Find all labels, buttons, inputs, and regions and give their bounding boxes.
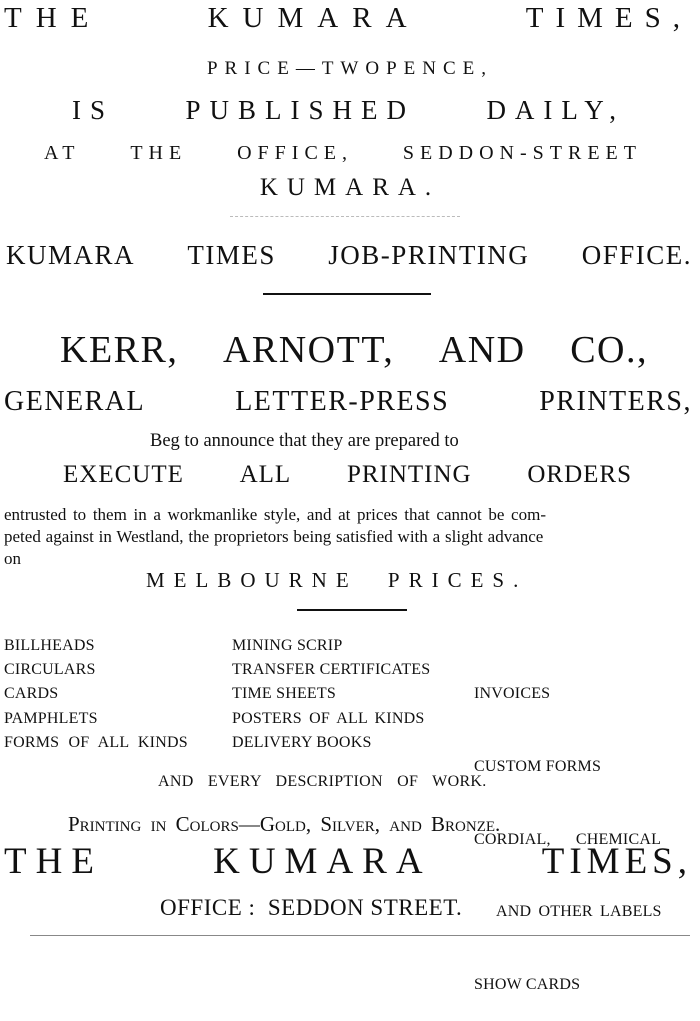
list-item: BILLHEADS	[4, 637, 95, 654]
execute-word-orders: ORDERS	[527, 461, 632, 488]
body-line-2: peted against in Westland, the proprietors being satisfied with a slight advance	[4, 527, 544, 546]
footer-word-times: TIMES,	[541, 841, 692, 882]
masthead-word-kumara: KUMARA	[207, 2, 421, 34]
footer-masthead	[4, 840, 692, 883]
list-item: PAMPHLETS	[4, 709, 98, 727]
published-word-is: IS	[72, 95, 115, 125]
footer-word-the: THE	[4, 841, 103, 882]
address-word-office: OFFICE,	[237, 142, 353, 164]
colors-line: Printing in Colors—Gold, Silver, and Bronze.	[68, 812, 501, 836]
job-word-times: TIMES	[187, 240, 276, 270]
location-line: KUMARA.	[259, 174, 441, 201]
trade-word-letter-press: LETTER-PRESS	[235, 386, 450, 417]
job-word-kumara: KUMARA	[6, 240, 136, 270]
masthead-word-times: TIMES,	[525, 2, 692, 34]
masthead	[4, 2, 692, 35]
execute-word-all: ALL	[239, 461, 292, 488]
trade-heading	[4, 386, 692, 418]
list-item: POSTERS OF ALL KINDS	[232, 709, 425, 727]
list-column-2	[232, 634, 430, 755]
firm-word-co: CO.,	[570, 329, 648, 371]
list-item: CORDIAL, CHEMICAL	[474, 830, 662, 848]
job-office-heading	[6, 240, 692, 271]
list-item: DELIVERY BOOKS	[232, 733, 372, 751]
list-item: CARDS	[4, 685, 59, 703]
list-item: TIME SHEETS	[232, 685, 336, 703]
list-item: CUSTOM FORMS	[474, 758, 602, 776]
list-item: CIRCULARS	[4, 661, 96, 679]
list-column-3	[474, 634, 662, 1021]
execute-word-printing: PRINTING	[346, 461, 472, 488]
bottom-rule	[30, 935, 690, 936]
footer-office: OFFICE : SEDDON STREET.	[160, 895, 463, 920]
published-line	[72, 95, 625, 126]
address-word-the: THE	[130, 142, 188, 164]
list-item: SHOW CARDS	[474, 975, 581, 993]
closing-line: AND EVERY DESCRIPTION OF WORK.	[158, 773, 487, 790]
body-line-3: on	[4, 549, 21, 568]
list-item: MINING SCRIP	[232, 637, 343, 654]
published-word-daily: DAILY,	[486, 95, 625, 125]
body-line-1: entrusted to them in a workmanlike style, and at prices that cannot be com-	[4, 505, 546, 524]
job-word-job-printing: JOB-PRINTING	[328, 240, 530, 270]
footer-word-kumara: KUMARA	[213, 841, 432, 882]
address-word-at: AT	[44, 142, 81, 164]
firm-word-kerr: KERR,	[60, 329, 179, 371]
office-address-line	[44, 142, 642, 165]
list-item: INVOICES	[474, 685, 551, 703]
published-word-published: PUBLISHED	[185, 95, 415, 125]
faint-rule	[230, 216, 460, 217]
melbourne-word: MELBOURNE	[146, 568, 358, 592]
firm-word-and: AND	[438, 329, 526, 371]
divider-rule-2	[297, 609, 407, 611]
price-line: PRICE—TWOPENCE,	[206, 58, 494, 79]
masthead-word-the: THE	[4, 2, 103, 34]
melbourne-prices	[146, 568, 527, 593]
list-column-1	[4, 634, 188, 755]
trade-word-general: GENERAL	[4, 386, 146, 417]
execute-word-execute: EXECUTE	[63, 461, 184, 488]
trade-word-printers: PRINTERS,	[539, 386, 692, 417]
divider-rule	[263, 293, 431, 295]
firm-word-arnott: ARNOTT,	[222, 329, 395, 371]
prices-word: PRICES.	[387, 568, 528, 592]
list-item: TRANSFER CERTIFICATES	[232, 661, 431, 679]
execute-line	[63, 461, 632, 489]
firm-name	[60, 328, 648, 372]
job-word-office: OFFICE.	[581, 240, 692, 270]
list-item: AND OTHER LABELS	[496, 903, 662, 921]
address-word-seddon-street: SEDDON-STREET	[402, 142, 642, 164]
list-item: FORMS OF ALL KINDS	[4, 733, 188, 751]
announce-line: Beg to announce that they are prepared to	[150, 431, 459, 451]
